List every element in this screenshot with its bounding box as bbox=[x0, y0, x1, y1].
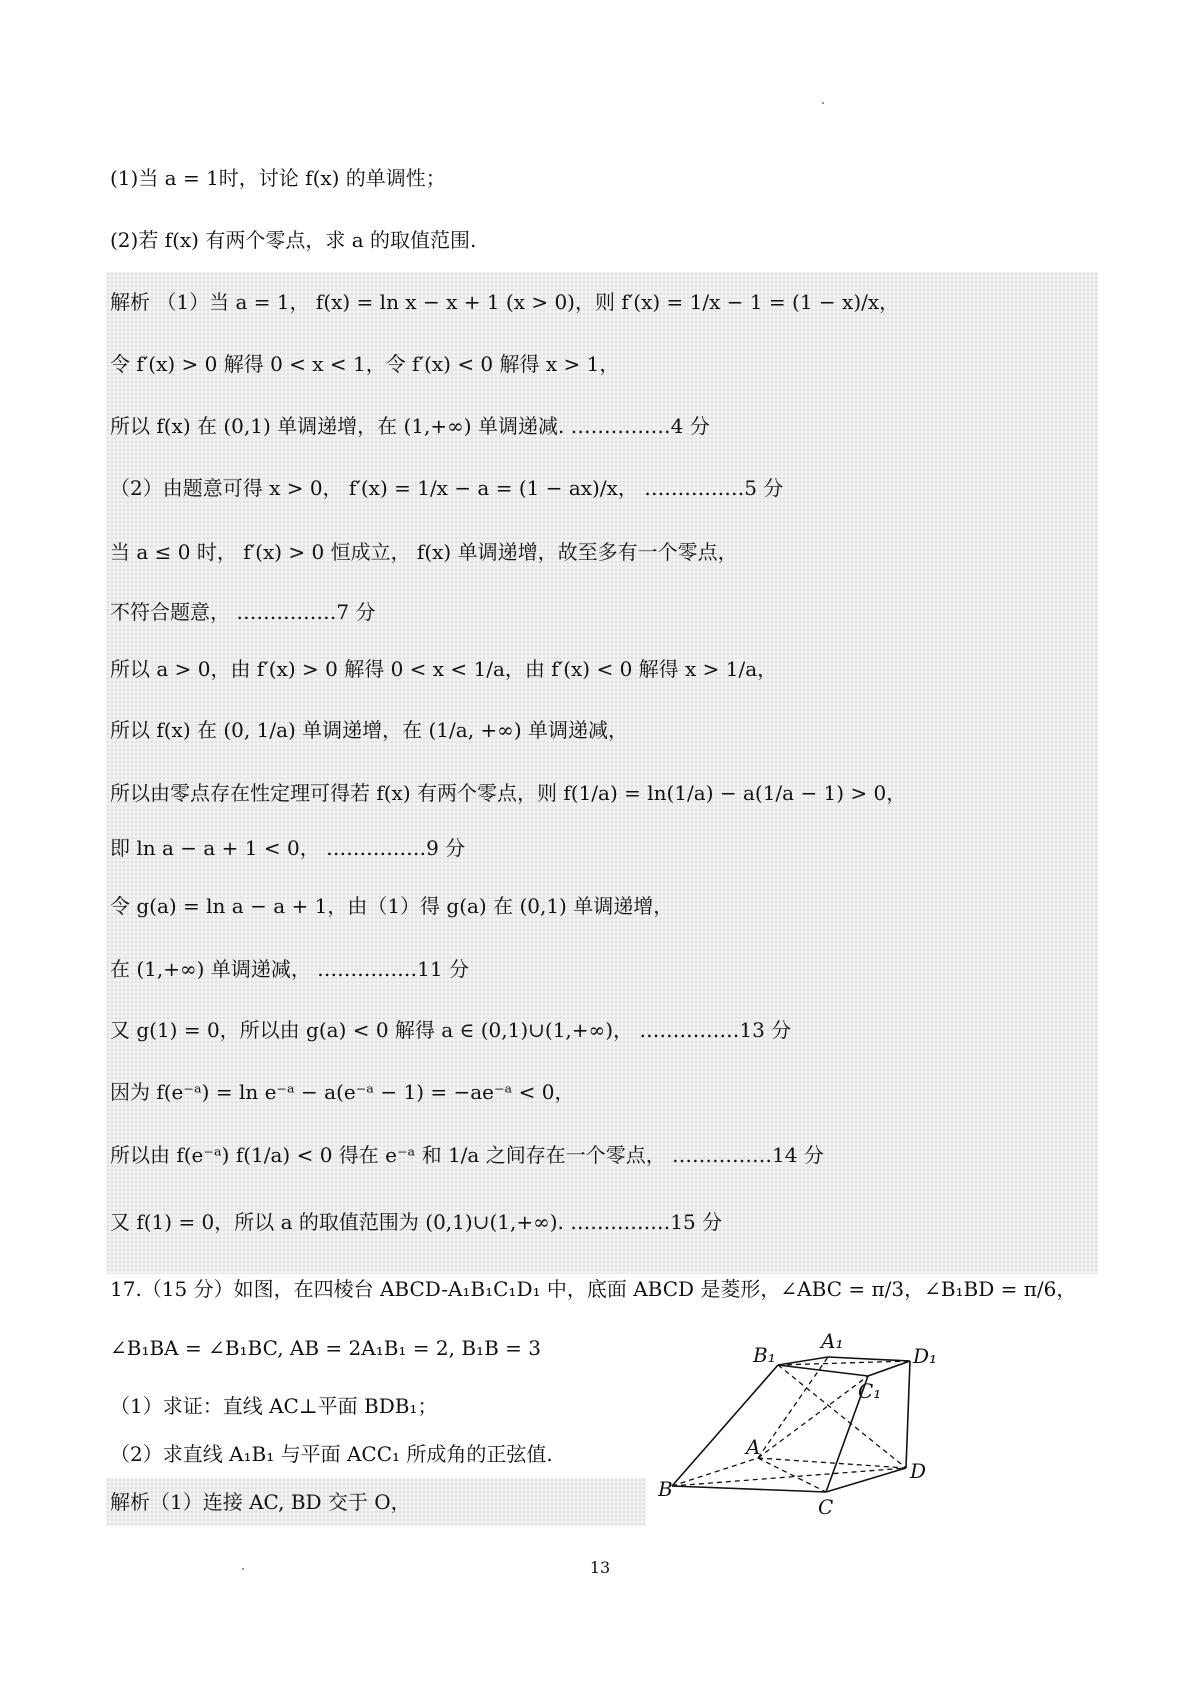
solution-line: 所以 f(x) 在 (0, 1/a) 单调递增，在 (1/a, +∞) 单调递减， bbox=[110, 718, 628, 742]
solution-17-start: 解析（1）连接 AC, BD 交于 O， bbox=[110, 1490, 411, 1514]
label-A1: A₁ bbox=[821, 1329, 844, 1353]
edge-B1A1 bbox=[778, 1357, 828, 1365]
solution-line: 又 f(1) = 0，所以 a 的取值范围为 (0,1)∪(1,+∞). ……………15 分 bbox=[110, 1210, 723, 1234]
solution-line: 令 g(a) = ln a − a + 1，由（1）得 g(a) 在 (0,1) 单调递增， bbox=[110, 894, 674, 918]
diag-BD bbox=[672, 1468, 906, 1486]
frustum-figure bbox=[658, 1328, 948, 1518]
problem-17-condition: ∠B₁BA = ∠B₁BC, AB = 2A₁B₁ = 2, B₁B = 3 bbox=[110, 1336, 541, 1360]
label-B1: B₁ bbox=[753, 1343, 776, 1367]
edge-AA1 bbox=[758, 1357, 828, 1458]
label-D: D bbox=[910, 1459, 927, 1483]
solution-line: 因为 f(e⁻ᵃ) = ln e⁻ᵃ − a(e⁻ᵃ − 1) = −ae⁻ᵃ < 0， bbox=[110, 1080, 575, 1104]
solution-line: 又 g(1) = 0，所以由 g(a) < 0 解得 a ∈ (0,1)∪(1,+∞)， ……………13 分 bbox=[110, 1018, 792, 1042]
line-AC1 bbox=[758, 1376, 868, 1458]
edge-BB1 bbox=[672, 1365, 778, 1486]
edge-A1D1 bbox=[828, 1357, 910, 1361]
solution-line: 所以由 f(e⁻ᵃ) f(1/a) < 0 得在 e⁻ᵃ 和 1/a 之间存在一个零点， ……………14 分 bbox=[110, 1143, 824, 1167]
problem-17-part-1: （1）求证：直线 AC⊥平面 BDB₁； bbox=[110, 1394, 438, 1418]
edge-B1C1 bbox=[778, 1365, 868, 1376]
problem-17-stem: 17.（15 分）如图，在四棱台 ABCD-A₁B₁C₁D₁ 中，底面 ABCD 是菱形，∠ABC = π/3，∠B₁BD = π/6， bbox=[110, 1277, 1077, 1301]
line-B1D bbox=[778, 1365, 906, 1468]
dot-mark bbox=[822, 102, 824, 104]
solution-line: 当 a ≤ 0 时， f′(x) > 0 恒成立， f(x) 单调递增，故至多有一个零点， bbox=[110, 540, 738, 564]
edge-DD1 bbox=[906, 1361, 910, 1468]
question-part-2: (2)若 f(x) 有两个零点，求 a 的取值范围. bbox=[110, 228, 477, 252]
label-A: A bbox=[746, 1435, 761, 1459]
label-C1: C₁ bbox=[858, 1379, 882, 1403]
label-D1: D₁ bbox=[913, 1344, 938, 1368]
label-B: B bbox=[658, 1477, 673, 1501]
edge-AD bbox=[758, 1458, 906, 1468]
solution-line: 解析 （1）当 a = 1， f(x) = ln x − x + 1 (x > 0)，则 f′(x) = 1/x − 1 = (1 − x)/x， bbox=[110, 290, 900, 314]
page-number: 13 bbox=[589, 1558, 611, 1577]
edge-CD bbox=[826, 1468, 906, 1492]
edge-C1D1 bbox=[868, 1361, 910, 1376]
solution-line: 不符合题意， ……………7 分 bbox=[110, 600, 376, 624]
solution-line: 所以 a > 0，由 f′(x) > 0 解得 0 < x < 1/a，由 f′(x) < 0 解得 x > 1/a， bbox=[110, 657, 778, 681]
solution-line: （2）由题意可得 x > 0， f′(x) = 1/x − a = (1 − ax)/x， ……………5 分 bbox=[110, 476, 784, 500]
solution-line: 所以 f(x) 在 (0,1) 单调递增，在 (1,+∞) 单调递减. ……………4 分 bbox=[110, 414, 710, 438]
solution-line: 即 ln a − a + 1 < 0， ……………9 分 bbox=[110, 836, 466, 860]
edge-BC bbox=[672, 1486, 826, 1492]
label-C: C bbox=[818, 1495, 834, 1518]
solution-line: 在 (1,+∞) 单调递减， ……………11 分 bbox=[110, 957, 469, 981]
problem-17-part-2: （2）求直线 A₁B₁ 与平面 ACC₁ 所成角的正弦值. bbox=[110, 1442, 553, 1466]
solution-line: 令 f′(x) > 0 解得 0 < x < 1，令 f′(x) < 0 解得 x > 1， bbox=[110, 352, 620, 376]
question-part-1: (1)当 a = 1时，讨论 f(x) 的单调性； bbox=[110, 166, 446, 190]
solution-line: 所以由零点存在性定理可得若 f(x) 有两个零点，则 f(1/a) = ln(1/a) − a(1/a − 1) > 0， bbox=[110, 781, 907, 805]
